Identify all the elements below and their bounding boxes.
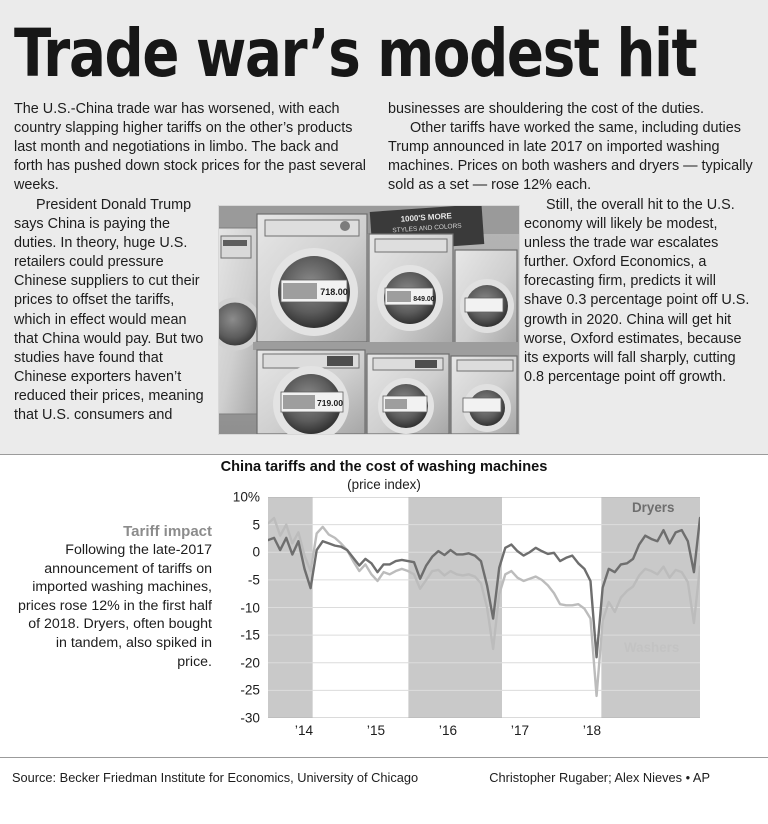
source-credit: Source: Becker Friedman Institute for Economics, University of Chicago (12, 770, 419, 785)
y-tick--10: -10 (240, 600, 260, 615)
paragraph: businesses are shouldering the cost of the duties. (388, 101, 704, 117)
photo-illustration (219, 206, 519, 434)
series-label-washers: Washers (624, 640, 680, 655)
chart-plot-area (268, 497, 700, 718)
paragraph: President Donald Trump says China is paying the duties. In theory, huge U.S. retailers could pressure Chinese suppliers to cut their prices to offset the tariffs, which in effect would mean that China would pay. But two studies have found that Chinese exporters haven’t reduced their prices, meaning that U.S. consumers and (14, 197, 204, 424)
x-tick-18: ’18 (582, 723, 602, 738)
y-tick--15: -15 (240, 627, 260, 643)
headline-container (0, 0, 768, 92)
svg-text:718.00: 718.00 (320, 287, 348, 297)
article-column-left-lower (14, 196, 214, 425)
svg-text:1000'S MORE: 1000'S MORE (400, 211, 453, 224)
x-tick-14: ’14 (294, 723, 314, 738)
x-axis-labels (268, 723, 700, 745)
y-tick-5: 5 (252, 517, 260, 533)
article-column-left-top (14, 100, 369, 195)
article-body (0, 92, 768, 452)
y-axis-labels (212, 489, 264, 726)
series-label-dryers: Dryers (632, 500, 675, 515)
caption-title: Tariff impact (123, 523, 212, 540)
chart-svg (268, 497, 700, 718)
svg-text:STYLES AND COLORS: STYLES AND COLORS (392, 222, 462, 235)
y-tick-0: 0 (252, 544, 260, 560)
y-tick--20: -20 (240, 655, 260, 671)
y-tick-10%: 10% (232, 489, 260, 505)
article-column-right-top (388, 100, 754, 195)
chart-subtitle: (price index) (347, 477, 421, 492)
y-tick--25: -25 (240, 682, 260, 698)
paragraph: The U.S.-China trade war has worsened, with each country slapping higher tariffs on the other’s products last month and negotiations in limbo. The back and forth has pushed down stock prices for the past several weeks. (14, 101, 366, 194)
washing-machines-photo (218, 205, 520, 435)
svg-text:849.00: 849.00 (413, 296, 435, 303)
page-title: Trade war’s modest hit (14, 15, 697, 93)
footer (0, 758, 768, 824)
chart-caption (18, 523, 212, 671)
caption-body: Following the late-2017 announcement of tariffs on imported washing machines, prices rose 12% in the first half of 2018. Dryers, often bought in tandem, also spiked in price. (18, 542, 212, 670)
article-column-right-lower (524, 196, 754, 387)
svg-text:719.00: 719.00 (317, 398, 343, 408)
byline-credit: Christopher Rugaber; Alex Nieves • AP (489, 770, 710, 785)
chart-title: China tariffs and the cost of washing machines (220, 459, 548, 475)
y-tick--30: -30 (240, 710, 260, 726)
y-tick--5: -5 (247, 572, 260, 588)
x-tick-15: ’15 (366, 723, 386, 738)
x-tick-17: ’17 (510, 723, 530, 738)
x-tick-16: ’16 (438, 723, 458, 738)
paragraph: Still, the overall hit to the U.S. economy will likely be modest, unless the trade war escalates further. Oxford Economics, a forecasting firm, predicts it will shave 0.3 percentage point off U.S. growth in 2020. China will get hit worse, Oxford estimates, because its exports will fall sharply, cutting 0.8 percentage point off growth. (524, 197, 750, 385)
paragraph: Other tariffs have worked the same, including duties Trump announced in late 2017 on imported washing machines. Prices on both washers and dryers — typically sold as a set — rose 12% each. (388, 120, 753, 194)
